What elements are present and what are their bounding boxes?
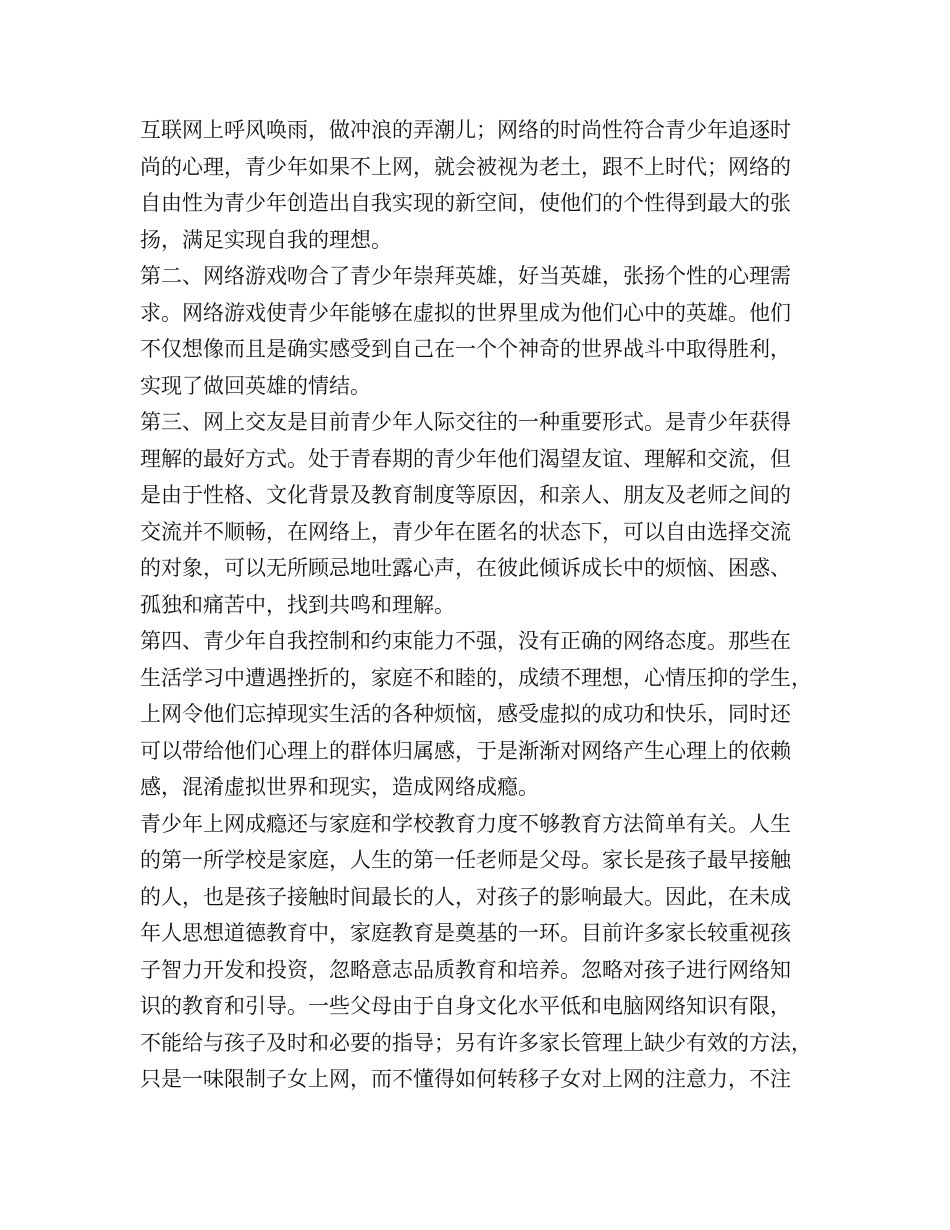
- text-line: 的第一所学校是家庭，人生的第一任老师是父母。家长是孩子最早接触: [140, 848, 791, 872]
- text-line: 青少年上网成瘾还与家庭和学校教育力度不够教育方法简单有关。人生: [140, 811, 791, 836]
- text-line: 尚的心理，青少年如果不上网，就会被视为老土，跟不上时代；网络的: [140, 154, 791, 179]
- text-line: 交流并不顺畅，在网络上，青少年在匿名的状态下，可以自由选择交流: [140, 519, 791, 544]
- text-line: 第三、网上交友是目前青少年人际交往的一种重要形式。是青少年获得: [140, 410, 791, 434]
- text-line: 识的教育和引导。一些父母由于自身文化水平低和电脑网络知识有限，: [140, 994, 791, 1018]
- text-line: 不能给与孩子及时和必要的指导；另有许多家长管理上缺少有效的方法，: [140, 1030, 812, 1055]
- text-line: 可以带给他们心理上的群体归属感，于是渐渐对网络产生心理上的依赖: [140, 738, 791, 763]
- text-line: 自由性为青少年创造出自我实现的新空间，使他们的个性得到最大的张: [140, 191, 791, 215]
- document-body: [140, 112, 820, 1098]
- text-line: 的对象，可以无所顾忌地吐露心声，在彼此倾诉成长中的烦恼、困惑、: [140, 556, 791, 580]
- text-line: 生活学习中遭遇挫折的，家庭不和睦的，成绩不理想，心情压抑的学生，: [140, 665, 812, 690]
- text-line: 的人，也是孩子接触时间最长的人，对孩子的影响最大。因此，在未成: [140, 884, 791, 909]
- text-line: 互联网上呼风唤雨，做冲浪的弄潮儿；网络的时尚性符合青少年追逐时: [140, 118, 791, 142]
- text-line: 第四、青少年自我控制和约束能力不强，没有正确的网络态度。那些在: [140, 629, 791, 653]
- text-line: 理解的最好方式。处于青春期的青少年他们渴望友谊、理解和交流，但: [140, 446, 791, 471]
- text-line: 年人思想道德教育中，家庭教育是奠基的一环。目前许多家长较重视孩: [140, 921, 791, 945]
- text-line: 子智力开发和投资，忽略意志品质教育和培养。忽略对孩子进行网络知: [140, 957, 791, 982]
- text-line: 第二、网络游戏吻合了青少年崇拜英雄，好当英雄，张扬个性的心理需: [140, 264, 791, 288]
- text-line: 是由于性格、文化背景及教育制度等原因，和亲人、朋友及老师之间的: [140, 483, 791, 507]
- text-line: 求。网络游戏使青少年能够在虚拟的世界里成为他们心中的英雄。他们: [140, 300, 791, 325]
- text-line: 扬，满足实现自我的理想。: [140, 227, 392, 252]
- text-line: 感，混淆虚拟世界和现实，造成网络成瘾。: [140, 775, 539, 799]
- text-line: 只是一味限制子女上网，而不懂得如何转移子女对上网的注意力，不注: [140, 1067, 791, 1091]
- text-line: 实现了做回英雄的情结。: [140, 373, 371, 398]
- text-line: 上网令他们忘掉现实生活的各种烦恼，感受虚拟的成功和快乐，同时还: [140, 702, 791, 726]
- text-line: 不仅想像而且是确实感受到自己在一个个神奇的世界战斗中取得胜利，: [140, 337, 791, 361]
- text-line: 孤独和痛苦中，找到共鸣和理解。: [140, 592, 455, 617]
